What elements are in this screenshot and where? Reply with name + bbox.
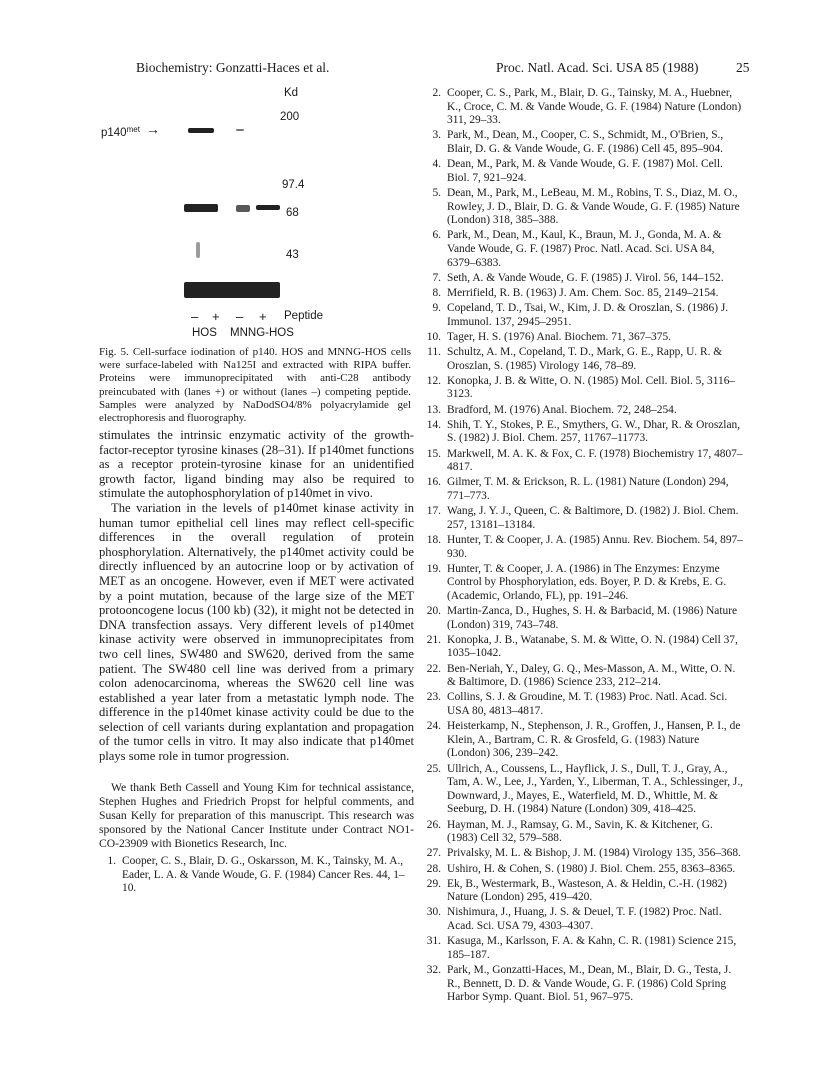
reference-number: 24. xyxy=(426,720,441,733)
marker-97-4: 97.4 xyxy=(282,179,305,191)
reference-item xyxy=(424,605,744,632)
reference-text: Copeland, T. D., Tsai, W., Kim, J. D. & Oroszlan, S. (1986) J. Immunol. 137, 2945–2951. xyxy=(447,302,729,328)
marker-200: 200 xyxy=(280,111,300,123)
reference-item xyxy=(424,129,744,156)
lane-2-sign: + xyxy=(212,309,220,324)
paragraph-1: stimulates the intrinsic enzymatic activity of the growth-factor-receptor tyrosine kinases (28–31). If p140met functions as a receptor protein-tyrosine kinase for an unidentified growth factor, ligand binding may also be required to stimulate the autophosphorylation of p140met in vivo. xyxy=(99,428,414,501)
p140-label: $p140^{met}$ xyxy=(101,125,140,139)
reference-item xyxy=(424,634,744,661)
band-p140-lane1 xyxy=(188,128,214,133)
reference-text: Cooper, C. S., Blair, D. G., Oskarsson, M. K., Tainsky, M. A., Eader, L. A. & Vande Woude, G. F. (1984) Cancer Res. 44, 1–10. xyxy=(122,855,405,895)
reference-number: 14. xyxy=(426,418,441,431)
reference-text: Tager, H. S. (1976) Anal. Biochem. 71, 367–375. xyxy=(447,330,671,343)
reference-item xyxy=(424,847,744,861)
reference-item xyxy=(424,964,744,1005)
reference-number: 23. xyxy=(426,691,441,704)
page-number: 25 xyxy=(736,60,750,75)
acknowledgments-text: We thank Beth Cassell and Young Kim for technical assistance, Stephen Hughes and Friedrich Propst for helpful comments, and Susan Kelly for preparation of this manuscript. This research was sponsored by the National Cancer Institute under Contract NO1-CO-23909 with Bionetics Research, Inc. xyxy=(99,781,414,850)
reference-item xyxy=(424,229,744,270)
reference-number: 17. xyxy=(426,505,441,518)
reference-text: Martin-Zanca, D., Hughes, S. H. & Barbacid, M. (1986) Nature (London) 319, 743–748. xyxy=(447,605,738,631)
reference-number: 30. xyxy=(426,906,441,919)
reference-text: Park, M., Dean, M., Cooper, C. S., Schmidt, M., O'Brien, S., Blair, D. G. & Vande Woude, G. F. (1986) Cell 45, 895–904. xyxy=(447,129,724,155)
reference-number: 7. xyxy=(432,271,441,284)
reference-text: Bradford, M. (1976) Anal. Biochem. 72, 248–254. xyxy=(447,403,677,416)
reference-text: Gilmer, T. M. & Erickson, R. L. (1981) Nature (London) 294, 771–773. xyxy=(447,476,729,502)
reference-item xyxy=(424,563,744,604)
reference-number: 21. xyxy=(426,633,441,646)
lane-4-sign: + xyxy=(259,309,267,324)
reference-item xyxy=(424,691,744,718)
reference-item xyxy=(424,534,744,561)
band-68-lane1 xyxy=(184,204,218,212)
reference-number: 1. xyxy=(107,855,116,867)
reference-item xyxy=(424,663,744,690)
reference-text: Seth, A. & Vande Woude, G. F. (1985) J. Virol. 56, 144–152. xyxy=(447,271,724,284)
reference-number: 11. xyxy=(427,346,441,359)
reference-item xyxy=(424,404,744,418)
reference-item xyxy=(424,375,744,402)
reference-text: Ben-Neriah, Y., Daley, G. Q., Mes-Masson, A. M., Witte, O. N. & Baltimore, D. (1986) Science 233, 212–214. xyxy=(447,662,736,689)
reference-text: Ushiro, H. & Cohen, S. (1980) J. Biol. Chem. 255, 8363–8365. xyxy=(447,862,736,875)
reference-number: 28. xyxy=(426,862,441,875)
reference-text: Park, M., Gonzatti-Haces, M., Dean, M., Blair, D. G., Testa, J. R., Bennett, D. D. & Vande Woude, G. F. (1986) Cold Spring Harbor Symp. Quant. Biol. 51, 967–975. xyxy=(447,964,732,1004)
reference-item xyxy=(424,346,744,373)
group-mnng-hos: MNNG-HOS xyxy=(230,327,294,339)
figure-caption: Fig. 5. Cell-surface iodination of p140. HOS and MNNG-HOS cells were surface-labeled with Na125I and extracted with RIPA buffer. Proteins were immunoprecipitated with anti-C28 antibody preincubated with (lanes +) or without (lanes –) competing peptide. Samples were analyzed by NaDodSO4/8% polyacrylamide gel electrophoresis and fluorography. xyxy=(99,346,411,425)
reference-number: 26. xyxy=(426,818,441,831)
lane-3-sign: – xyxy=(236,309,244,324)
reference-text: Schultz, A. M., Copeland, T. D., Mark, G. E., Rapp, U. R. & Oroszlan, S. (1985) Virology 146, 78–89. xyxy=(447,346,723,372)
reference-text: Ullrich, A., Coussens, L., Hayflick, J. S., Dull, T. J., Gray, A., Tam, A. W., Lee, J., Yarden, Y., Liberman, T. A., Schlessinger, J., Downward, J., Mayes, E., Waterfield, M. D., Whittle, M. & Seeburg, D. H. (1984) Nature (London) 309, 418–425. xyxy=(447,762,744,816)
reference-number: 2. xyxy=(432,87,441,99)
reference-number: 6. xyxy=(432,229,441,242)
reference-text: Konopka, J. B. & Witte, O. N. (1985) Mol. Cell. Biol. 5, 3116–3123. xyxy=(447,374,736,401)
reference-number: 16. xyxy=(426,476,441,489)
reference-text: Shih, T. Y., Stokes, P. E., Smythers, G. W., Dhar, R. & Oroszlan, S. (1982) J. Biol. Chem. 257, 11767–11773. xyxy=(447,418,741,445)
reference-text: Heisterkamp, N., Stephenson, J. R., Groffen, J., Hansen, P. I., de Klein, A., Bartram, C. R. & Grosfeld, G. (1983) Nature (London) 306, 239–242. xyxy=(447,720,741,760)
reference-text: Dean, M., Park, M., LeBeau, M. M., Robins, T. S., Diaz, M. O., Rowley, J. D., Blair, D. G. & Vande Woude, G. F. (1985) Nature (London) 318, 385–388. xyxy=(447,186,740,227)
reference-item xyxy=(424,187,744,228)
running-header-left: Biochemistry: Gonzatti-Haces et al. xyxy=(136,60,330,75)
reference-number: 32. xyxy=(426,964,441,977)
reference-number: 4. xyxy=(432,158,441,171)
reference-text: Hunter, T. & Cooper, J. A. (1986) in The Enzymes: Enzyme Control by Phosphorylation, eds. Boyer, P. D. & Krebs, E. G. (Academic, Orlando, FL), pp. 191–246. xyxy=(447,562,727,602)
marker-68: 68 xyxy=(286,207,299,219)
reference-item xyxy=(424,763,744,817)
reference-text: Cooper, C. S., Park, M., Blair, D. G., Tainsky, M. A., Huebner, K., Croce, C. M. & Vande Woude, G. F. (1984) Nature (London) 311, 29–33. xyxy=(447,87,742,127)
paragraph-2: The variation in the levels of p140met kinase activity in human tumor epithelial cell lines may reflect cell-specific differences in the overall regulation of protein phosphorylation. Alternatively, the p140met activity could be directly influenced by an autocrine loop or by activation of MET as an oncogene. However, even if MET were activated by a point mutation, because of the large size of the MET protooncogene locus (100 kb) (32), it might not be detected in DNA transfection assays. Very different levels of p140met kinase activity were observed in immunoprecipitates from two cell lines, SW480 and SW620, derived from the same patient. The SW480 cell line was derived from a primary colon adenocarcinoma, whereas the SW620 cell line was established a year later from a metastatic lymph node. The difference in the p140met kinase activity could be due to the selection of cell variants during explantation and propagation of the tumor cells in vitro. It may also indicate that p140met plays some role in tumor progression. xyxy=(99,500,414,764)
reference-item xyxy=(424,906,744,933)
reference-item xyxy=(424,935,744,962)
reference-item xyxy=(424,158,744,185)
reference-item xyxy=(424,878,744,905)
acknowledgments xyxy=(99,781,414,851)
reference-list-left xyxy=(99,855,414,897)
reference-text: Konopka, J. B., Watanabe, S. M. & Witte, O. N. (1984) Cell 37, 1035–1042. xyxy=(447,633,738,660)
reference-item xyxy=(424,505,744,532)
peptide-label: Peptide xyxy=(284,310,324,322)
reference-item xyxy=(424,419,744,446)
reference-text: Wang, J. Y. J., Queen, C. & Baltimore, D. (1982) J. Biol. Chem. 257, 13181–13184. xyxy=(447,505,739,531)
running-header-right: Proc. Natl. Acad. Sci. USA 85 (1988) xyxy=(496,60,699,75)
lane-1-sign: – xyxy=(191,309,199,324)
figure-5-gel xyxy=(96,84,396,344)
reference-number: 29. xyxy=(426,877,441,890)
reference-text: Privalsky, M. L. & Bishop, J. M. (1984) Virology 135, 356–368. xyxy=(447,847,741,860)
reference-item xyxy=(424,331,744,345)
reference-number: 25. xyxy=(426,762,441,775)
group-hos: HOS xyxy=(192,327,217,339)
body-text xyxy=(99,428,414,764)
reference-number: 3. xyxy=(432,129,441,142)
reference-item xyxy=(424,287,744,301)
reference-text: Kasuga, M., Karlsson, F. A. & Kahn, C. R. (1981) Science 215, 185–187. xyxy=(447,935,737,961)
reference-number: 19. xyxy=(426,562,441,575)
reference-list-right xyxy=(424,87,744,1006)
arrow-icon: → xyxy=(146,121,160,137)
reference-item xyxy=(424,476,744,503)
reference-number: 18. xyxy=(426,533,441,546)
reference-item xyxy=(424,87,744,128)
reference-item xyxy=(424,272,744,286)
reference-item xyxy=(99,855,414,896)
reference-number: 15. xyxy=(426,447,441,460)
reference-number: 22. xyxy=(426,662,441,675)
band-68-lane4 xyxy=(256,205,280,210)
reference-item xyxy=(424,720,744,761)
reference-text: Park, M., Dean, M., Kaul, K., Braun, M. J., Gonda, M. A. & Vande Woude, G. F. (1987) Proc. Natl. Acad. Sci. USA 84, 6379–6383. xyxy=(447,229,722,269)
reference-text: Nishimura, J., Huang, J. S. & Deuel, T. F. (1982) Proc. Natl. Acad. Sci. USA 79, 4303–4307. xyxy=(447,906,722,933)
reference-number: 27. xyxy=(426,847,441,860)
reference-text: Collins, S. J. & Groudine, M. T. (1983) Proc. Natl. Acad. Sci. USA 80, 4813–4817. xyxy=(447,691,728,717)
reference-text: Hunter, T. & Cooper, J. A. (1985) Annu. Rev. Biochem. 54, 897–930. xyxy=(447,533,743,560)
reference-number: 5. xyxy=(432,186,441,199)
kd-label: Kd xyxy=(284,87,299,99)
reference-number: 13. xyxy=(426,403,441,416)
band-68-lane2 xyxy=(236,205,250,212)
reference-number: 12. xyxy=(426,374,441,387)
reference-text: Hayman, M. J., Ramsay, G. M., Savin, K. & Kitchener, G. (1983) Cell 32, 579–588. xyxy=(447,818,713,845)
reference-number: 31. xyxy=(426,935,441,948)
reference-number: 9. xyxy=(432,302,441,315)
reference-text: Ek, B., Westermark, B., Wasteson, A. & Heldin, C.-H. (1982) Nature (London) 295, 419–420. xyxy=(447,877,727,904)
reference-number: 8. xyxy=(432,286,441,299)
band-43-lane1 xyxy=(196,242,200,258)
reference-text: Dean, M., Park, M. & Vande Woude, G. F. (1987) Mol. Cell. Biol. 7, 921–924. xyxy=(447,158,723,184)
band-p140-lane3 xyxy=(236,129,244,131)
reference-item xyxy=(424,863,744,877)
reference-number: 20. xyxy=(426,605,441,618)
reference-item xyxy=(424,448,744,475)
marker-43: 43 xyxy=(286,249,299,261)
reference-number: 10. xyxy=(426,330,441,343)
reference-item xyxy=(424,819,744,846)
reference-item xyxy=(424,302,744,329)
dye-front-band xyxy=(184,282,280,298)
reference-text: Merrifield, R. B. (1963) J. Am. Chem. Soc. 85, 2149–2154. xyxy=(447,286,719,299)
reference-text: Markwell, M. A. K. & Fox, C. F. (1978) Biochemistry 17, 4807–4817. xyxy=(447,447,743,474)
